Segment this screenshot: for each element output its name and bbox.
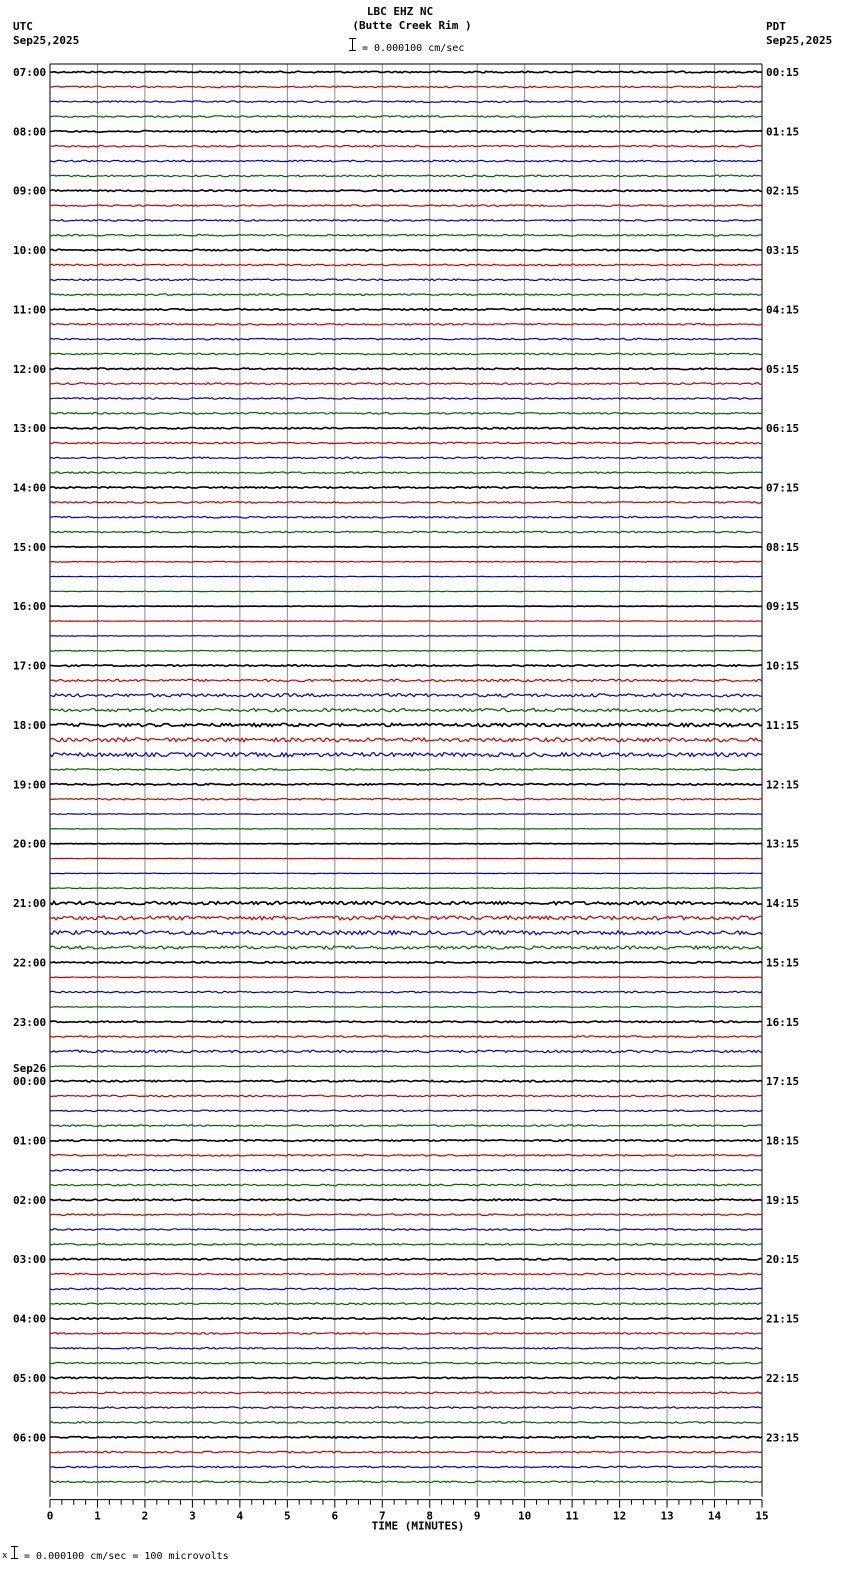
utc-hour-label: 09:00 — [13, 184, 47, 198]
pdt-hour-label: 23:15 — [766, 1431, 800, 1445]
seismic-trace — [50, 71, 762, 73]
utc-hour-label: 20:00 — [13, 837, 47, 851]
seismic-trace — [50, 931, 762, 935]
footer-scale-note: = 0.000100 cm/sec = 100 microvolts — [24, 1551, 229, 1562]
pdt-hour-label: 05:15 — [766, 362, 800, 376]
seismic-trace — [50, 679, 762, 681]
seismic-trace — [50, 962, 762, 964]
seismic-trace — [50, 1036, 762, 1038]
utc-hour-label: 23:00 — [13, 1015, 47, 1029]
seismic-trace — [50, 606, 762, 607]
x-tick-label: 0 — [46, 1509, 54, 1523]
utc-hour-label: 02:00 — [13, 1193, 47, 1207]
seismic-trace — [50, 516, 762, 518]
seismic-trace — [50, 814, 762, 815]
seismic-trace — [50, 798, 762, 800]
seismic-trace — [50, 145, 762, 147]
seismic-trace — [50, 709, 762, 712]
utc-hour-label: 07:00 — [13, 66, 47, 79]
station-title: LBC EHZ NC — [366, 5, 434, 18]
x-tick-label: 5 — [284, 1509, 291, 1523]
footer-marker: x — [2, 1551, 8, 1561]
utc-hour-label: 17:00 — [13, 659, 47, 673]
utc-hour-label: 22:00 — [13, 956, 47, 970]
x-tick-label: 2 — [141, 1509, 149, 1523]
x-axis-title: TIME (MINUTES) — [371, 1519, 465, 1533]
seismic-trace — [50, 1258, 762, 1260]
seismic-trace — [50, 457, 762, 459]
utc-hour-label: 13:00 — [13, 422, 47, 436]
pdt-hour-label: 20:15 — [766, 1253, 800, 1267]
seismic-trace — [50, 1125, 762, 1127]
seismic-trace — [50, 1437, 762, 1439]
seismic-trace — [50, 101, 762, 103]
pdt-hour-label: 04:15 — [766, 303, 800, 317]
seismic-trace — [50, 977, 762, 978]
utc-hour-label: 11:00 — [13, 303, 47, 317]
pdt-hour-label: 17:15 — [766, 1075, 800, 1089]
seismic-trace — [50, 1288, 762, 1290]
seismic-trace — [50, 784, 762, 786]
seismic-trace — [50, 561, 762, 562]
seismic-trace — [50, 858, 762, 859]
seismic-trace — [50, 205, 762, 207]
seismic-trace — [50, 86, 762, 88]
x-tick-label: 13 — [660, 1509, 674, 1523]
seismic-trace — [50, 1407, 762, 1409]
seismic-trace — [50, 1422, 762, 1424]
seismic-trace — [50, 1481, 762, 1483]
utc-hour-label: 21:00 — [13, 897, 47, 911]
seismic-trace — [50, 901, 762, 904]
utc-hour-label: 18:00 — [13, 718, 47, 732]
pdt-hour-label: 19:15 — [766, 1193, 800, 1207]
seismic-trace — [50, 1451, 762, 1453]
x-tick-label: 11 — [565, 1509, 579, 1523]
amplitude-scale-text: = 0.000100 cm/sec — [362, 43, 465, 54]
pdt-hour-label: 08:15 — [766, 540, 800, 554]
seismic-trace — [50, 694, 762, 697]
seismic-trace — [50, 1214, 762, 1216]
seismic-trace — [50, 220, 762, 222]
seismic-trace — [50, 190, 762, 192]
seismic-trace — [50, 1110, 762, 1112]
site-name: (Butte Creek Rim ) — [352, 19, 472, 32]
pdt-hour-label: 02:15 — [766, 184, 800, 198]
seismic-trace — [50, 353, 762, 355]
utc-hour-label: 00:00 — [13, 1075, 47, 1089]
seismic-trace — [50, 116, 762, 118]
seismic-trace — [50, 665, 762, 667]
seismic-trace — [50, 234, 762, 236]
seismic-trace — [50, 1169, 762, 1171]
seismic-trace — [50, 249, 762, 251]
pdt-hour-label: 03:15 — [766, 244, 800, 258]
pdt-hour-label: 15:15 — [766, 956, 800, 970]
seismic-trace — [50, 487, 762, 489]
pdt-hour-label: 01:15 — [766, 125, 800, 139]
seismic-trace — [50, 338, 762, 340]
seismic-trace — [50, 502, 762, 504]
seismic-trace — [50, 398, 762, 400]
seismic-trace — [50, 843, 762, 844]
pdt-hour-label: 09:15 — [766, 600, 800, 614]
seismic-trace — [50, 650, 762, 651]
seismic-trace — [50, 873, 762, 874]
seismic-trace — [50, 636, 762, 637]
x-tick-label: 7 — [378, 1509, 386, 1523]
pdt-hour-label: 13:15 — [766, 837, 800, 851]
seismic-trace — [50, 264, 762, 266]
seismic-trace — [50, 576, 762, 577]
seismic-trace — [50, 1303, 762, 1305]
utc-hour-label: 06:00 — [13, 1431, 47, 1445]
pdt-hour-label: 14:15 — [766, 897, 800, 911]
utc-hour-label: 16:00 — [13, 600, 47, 614]
utc-hour-label: 01:00 — [13, 1134, 47, 1148]
seismic-trace — [50, 888, 762, 889]
seismic-trace — [50, 991, 762, 993]
utc-hour-label: 04:00 — [13, 1312, 47, 1326]
seismic-trace — [50, 1229, 762, 1231]
pdt-hour-label: 10:15 — [766, 659, 800, 673]
seismic-trace — [50, 1080, 762, 1082]
seismic-trace — [50, 1155, 762, 1157]
x-tick-label: 9 — [473, 1509, 481, 1523]
seismic-trace — [50, 753, 762, 757]
seismic-trace — [50, 1095, 762, 1097]
pdt-hour-label: 07:15 — [766, 481, 800, 495]
date-change-label: Sep26 — [13, 1062, 47, 1076]
seismic-trace — [50, 1347, 762, 1349]
seismic-trace — [50, 547, 762, 548]
seismic-trace — [50, 413, 762, 415]
seismic-trace — [50, 324, 762, 326]
seismic-trace — [50, 1362, 762, 1364]
seismic-trace — [50, 294, 762, 296]
seismic-trace — [50, 1007, 762, 1008]
seismic-trace — [50, 1140, 762, 1142]
pdt-hour-label: 00:15 — [766, 66, 800, 79]
seismic-trace — [50, 916, 762, 920]
x-tick-label: 3 — [189, 1509, 196, 1523]
pdt-hour-label: 18:15 — [766, 1134, 800, 1148]
seismic-trace — [50, 279, 762, 281]
x-tick-label: 6 — [331, 1509, 339, 1523]
pdt-hour-label: 12:15 — [766, 778, 800, 792]
pdt-hour-label: 11:15 — [766, 718, 800, 732]
pdt-zone-label: PDT — [766, 20, 786, 33]
utc-zone-label: UTC — [13, 20, 33, 33]
x-tick-label: 1 — [94, 1509, 101, 1523]
seismic-trace — [50, 175, 762, 177]
utc-hour-label: 15:00 — [13, 540, 47, 554]
seismic-trace — [50, 309, 762, 311]
seismic-trace — [50, 427, 762, 429]
seismic-trace — [50, 531, 762, 533]
seismic-trace — [50, 723, 762, 726]
seismic-trace — [50, 946, 762, 949]
footer-scale-bar-bottom-cap — [11, 1558, 18, 1559]
seismic-trace — [50, 442, 762, 444]
x-tick-label: 4 — [236, 1509, 244, 1523]
seismic-trace — [50, 368, 762, 370]
seismic-trace — [50, 472, 762, 474]
footer-scale-bar-top-cap — [11, 1546, 18, 1547]
x-tick-label: 10 — [518, 1509, 532, 1523]
x-tick-label: 8 — [426, 1509, 434, 1523]
x-tick-label: 12 — [612, 1509, 627, 1523]
x-tick-label: 15 — [755, 1509, 769, 1523]
seismic-trace — [50, 131, 762, 133]
seismic-trace — [50, 738, 762, 742]
seismic-trace — [50, 1199, 762, 1201]
seismic-trace — [50, 1377, 762, 1379]
seismic-trace — [50, 1392, 762, 1394]
seismic-trace — [50, 621, 762, 622]
seismic-trace — [50, 383, 762, 385]
pdt-hour-label: 21:15 — [766, 1312, 800, 1326]
pdt-date-label: Sep25,2025 — [766, 34, 833, 47]
seismic-trace — [50, 1318, 762, 1320]
seismic-trace — [50, 829, 762, 830]
utc-hour-label: 05:00 — [13, 1371, 47, 1385]
x-tick-label: 14 — [707, 1509, 722, 1523]
utc-hour-label: 19:00 — [13, 778, 47, 792]
seismic-trace — [50, 1021, 762, 1023]
seismic-trace — [50, 1050, 762, 1052]
utc-hour-label: 14:00 — [13, 481, 47, 495]
pdt-hour-label: 22:15 — [766, 1371, 800, 1385]
seismic-trace — [50, 769, 762, 771]
seismic-trace — [50, 1066, 762, 1067]
seismic-trace — [50, 160, 762, 162]
seismic-trace — [50, 1466, 762, 1468]
seismic-trace — [50, 1244, 762, 1246]
utc-hour-label: 03:00 — [13, 1253, 47, 1267]
seismic-trace — [50, 1333, 762, 1335]
pdt-hour-label: 06:15 — [766, 422, 800, 436]
utc-hour-label: 12:00 — [13, 362, 47, 376]
seismic-trace — [50, 1273, 762, 1275]
utc-date-label: Sep25,2025 — [13, 34, 80, 47]
utc-hour-label: 10:00 — [13, 244, 47, 258]
utc-hour-label: 08:00 — [13, 125, 47, 139]
seismic-trace — [50, 1184, 762, 1186]
pdt-hour-label: 16:15 — [766, 1015, 800, 1029]
